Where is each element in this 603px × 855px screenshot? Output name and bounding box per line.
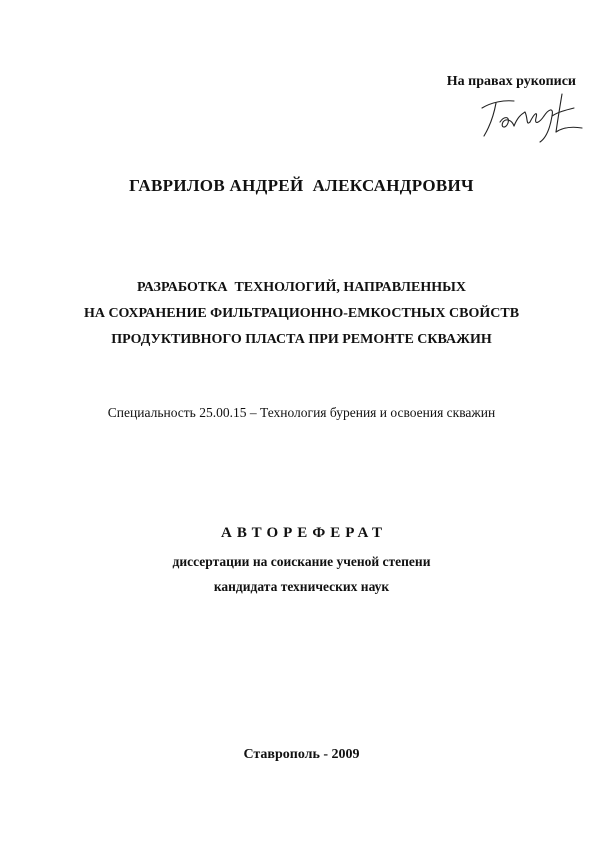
title-line: РАЗРАБОТКА ТЕХНОЛОГИЙ, НАПРАВЛЕННЫХ (137, 280, 466, 295)
manuscript-rights-note: На правах рукописи (446, 74, 576, 89)
author-name: ГАВРИЛОВ АНДРЕЙ АЛЕКСАНДРОВИЧ (129, 176, 474, 195)
place-and-year: Ставрополь - 2009 (243, 747, 360, 762)
abstract-heading: АВТОРЕФЕРАТ (221, 525, 387, 541)
author-signature (470, 88, 588, 144)
title-line: НА СОХРАНЕНИЕ ФИЛЬТРАЦИОННО-ЕМКОСТНЫХ СВОЙСТВ (83, 306, 520, 321)
title-line: ПРОДУКТИВНОГО ПЛАСТА ПРИ РЕМОНТЕ СКВАЖИН (111, 332, 492, 347)
degree-line: кандидата технических наук (213, 579, 390, 594)
degree-line: диссертации на соискание ученой степени (172, 554, 431, 569)
specialty-line: Специальность 25.00.15 – Технология бурения и освоения скважин (107, 405, 496, 420)
abstract-block (0, 525, 603, 599)
dissertation-title (0, 275, 603, 353)
